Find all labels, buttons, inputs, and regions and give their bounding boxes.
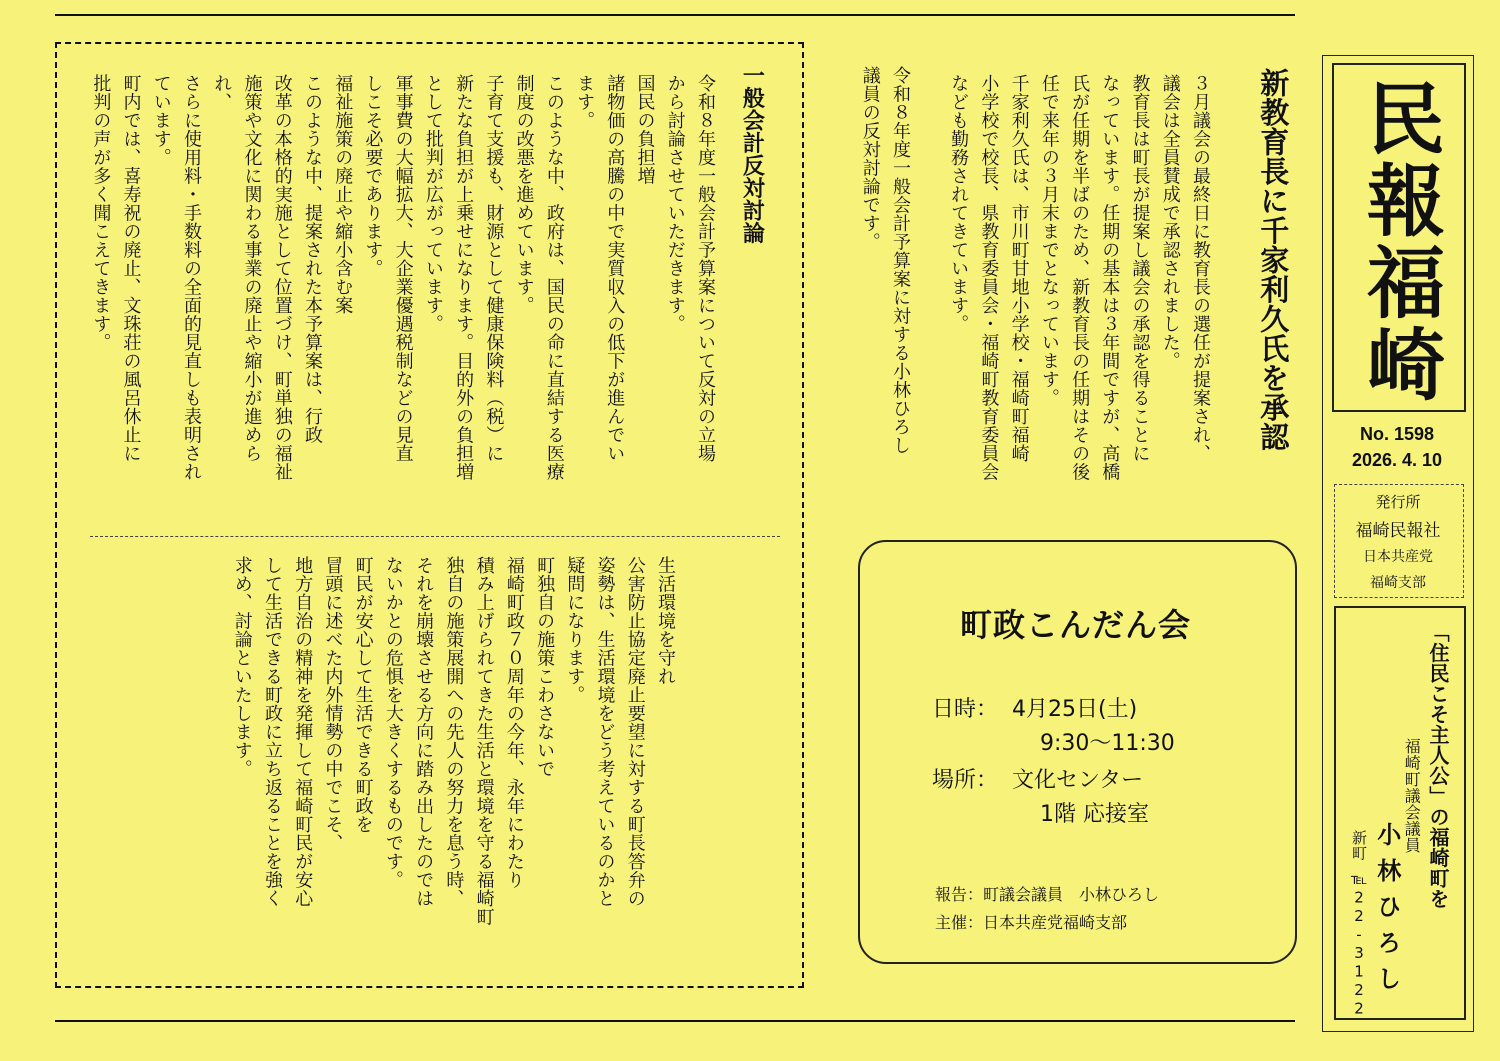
debate-separator (90, 536, 780, 537)
top-rule (55, 14, 1295, 16)
publisher-party: 日本共産党 (1363, 549, 1433, 565)
slogan: 「住民こそ主人公」の福崎町を (1426, 622, 1450, 909)
debate-heading: 一般会計反対討論 (739, 64, 765, 244)
event-reporter: 報告：町議会議員 小林ひろし (935, 885, 1160, 904)
issue-date: 2026. 4. 10 (1351, 450, 1443, 470)
event-place: 文化センター (1012, 768, 1144, 793)
publisher-label: 発行所 (1375, 493, 1421, 511)
event-host: 主催：日本共産党福崎支部 (935, 913, 1128, 932)
article1-body: ３月議会の最終日に教育長の選任が提案され、 議会は全員賛成で承認されました。 教育長は町長が提案し議会の承認を得ることに なっています。任期の基本は３年間ですが、高橋 氏が任期を半ばのため、新教育長の任期はその後 任で来年の３月末までとなっています。 千家利久氏は、市川町甘地小学校・福崎町福崎 小学校で校長、県教育委員会・福崎町教育委員会 なども勤務されてきています。 (948, 74, 1211, 481)
debate-body-bottom: 生活環境を守れ 公害防止協定廃止要望に対する町長答弁の 姿勢は、生活環境をどう考えているのかと 疑問になります。 町独自の施策こわさないで 福崎町政７０周年の今年、永年にわたり 積み上げられてきた生活と環境を守る福崎町 独自の施策展開への先人の努力を息う時、 それを崩壊させる方向に踏み出したのでは ないかとの危惧を大きくするものです。 町民が安心して生活できる町政を 冒頭に述べた内外情勢の中でこそ、 地方自治の精神を発揮して福崎町民が安心 して生活できる町政に立ち返ることを強く 求め、討論といたします。 (231, 556, 676, 926)
event-time: 9:30～11:30 (1040, 731, 1175, 756)
article2-body: 令和８年度一般会計予算案に対する小林ひろし 議員の反対討論です。 (859, 66, 911, 455)
event-datetime-label: 日時： (932, 697, 999, 722)
member-title: 福崎町議会議員 (1402, 738, 1422, 854)
publisher-branch: 福崎支部 (1370, 575, 1426, 591)
publisher-name: 福崎民報社 (1355, 521, 1441, 541)
event-place-label: 場所： (932, 768, 999, 793)
member-phone: ℡22-3122 (1350, 870, 1368, 1018)
event-title: 町政こんだん会 (959, 606, 1191, 644)
issue-number: No. 1598 (1359, 424, 1435, 444)
debate-body-top: 令和８年度一般会計予算案について反対の立場 から討論させていただきます。 国民の負担増 諸物価の高騰の中で実質収入の低下が進んでい ます。 このような中、政府は、国民の命に直結する医療 制度の改悪を進めています。 子育て支援も、財源として健康保険料（税）に 新たな負担が上乗せになります。目的外の負担増 として批判が広がっています。 軍事費の大幅拡大、大企業優遇税制などの見直 しこそ必要であります。 福祉施策の廃止や縮小含む案 このような中、提案された本予算案は、行政 改革の本格的実施として位置づけ、町単独の福祉 施策や文化に関わる事業の廃止や縮小が進められ、 さらに使用料・手数料の全面的見直しも表明され ています。 町内では、喜寿祝の廃止、文珠荘の風呂休止に 批判の声が多く聞こえてきます。 (90, 74, 716, 481)
member-address: 新町 (1350, 830, 1368, 861)
bottom-rule (55, 1020, 1295, 1022)
newspaper-title: 民報福崎 (1354, 78, 1444, 406)
member-name: 小林ひろし (1372, 822, 1401, 1002)
event-room: 1階 応接室 (1040, 802, 1149, 827)
article1-headline: 新教育長に千家利久氏を承認 (1256, 68, 1291, 452)
event-date: 4月25日(土) (1012, 697, 1138, 722)
